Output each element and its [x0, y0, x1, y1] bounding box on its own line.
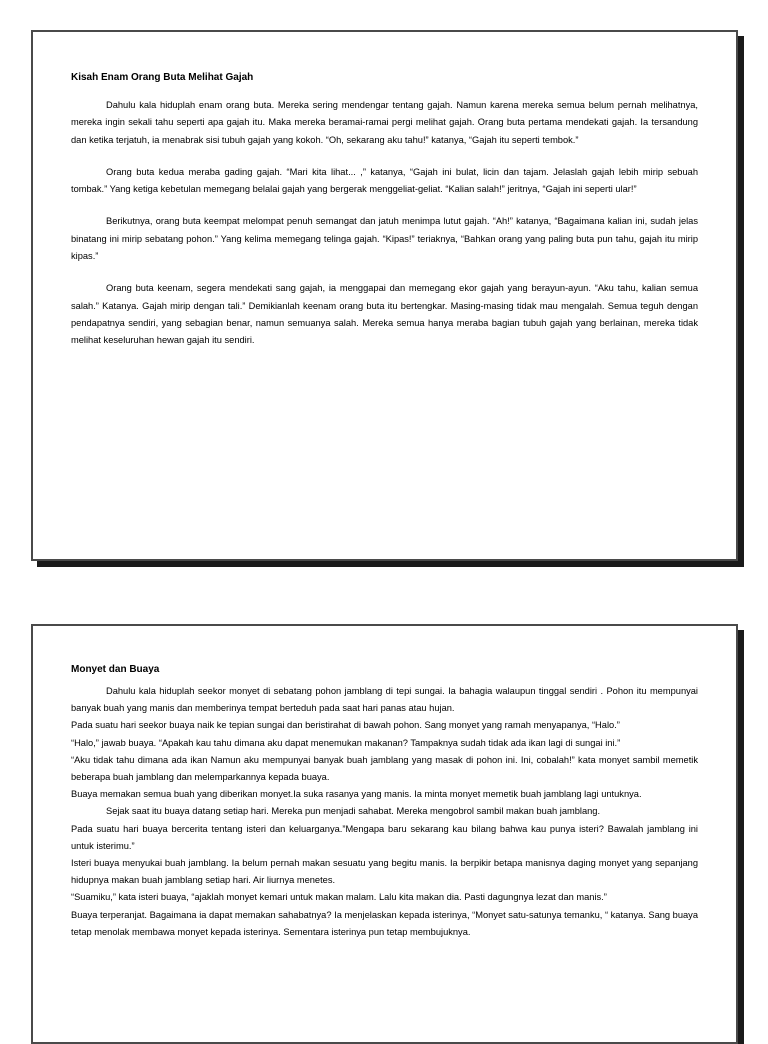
story-1-paragraph-4: Orang buta keenam, segera mendekati sang gajah, ia menggapai dan memegang ekor gajah yang berayun-ayun. “Aku tahu, kalian semua salah.” Katanya. Gajah mirip dengan tali.” Demikianlah keenam orang buta itu bertengkar. Masing-masing tidak mau mengalah. Semua teguh dengan pendapatnya sendiri, yang sebagian benar, namun semuanya salah. Mereka semua hanya meraba bagian tubuh gajah yang berlainan, mereka tidak melihat keseluruhan hewan gajah itu sendiri.	[71, 283, 698, 346]
story-1-title: Kisah Enam Orang Buta Melihat Gajah	[71, 72, 254, 83]
story-2-paragraph-7: Pada suatu hari buaya bercerita tentang isteri dan keluarganya.”Mengapa baru sekarang kau bilang bahwa kau punya isteri? Bawalah jamblang ini untuk isterimu.”	[71, 823, 698, 851]
story-2-content	[71, 662, 698, 941]
story-2-paragraph-10: Buaya terperanjat. Bagaimana ia dapat memakan sahabatnya? Ia menjelaskan kepada isterinya, “Monyet satu-satunya temanku, “ katanya. Sang buaya tetap menolak membawa monyet kepada isterinya. Sementara isterinya pun tetap membujuknya.	[71, 909, 698, 937]
story-page-1	[31, 30, 738, 561]
story-1-paragraph-1: Dahulu kala hiduplah enam orang buta. Mereka sering mendengar tentang gajah. Namun karena mereka semua belum pernah melihatnya, mereka ingin sekali tahu seperti apa gajah itu. Maka mereka beramai-ramai pergi melihat gajah. Orang buta pertama mendekati gajah. Ia tersandung dan ketika terjatuh, ia menabrak sisi tubuh gajah yang kokoh. “Oh, sekarang aku tahu!” katanya, “Gajah itu seperti tembok.”	[71, 100, 698, 145]
story-2-paragraph-8: Isteri buaya menyukai buah jamblang. Ia belum pernah makan sesuatu yang begitu manis. Ia berpikir betapa manisnya daging monyet yang sepanjang hidupnya makan buah jamblang setiap hari. Air liurnya menetes.	[71, 858, 698, 886]
story-2-title: Monyet dan Buaya	[71, 664, 160, 675]
story-2-paragraph-1: Dahulu kala hiduplah seekor monyet di sebatang pohon jamblang di tepi sungai. Ia bahagia walaupun tinggal sendiri . Pohon itu mempunyai banyak buah yang manis dan memberinya tempat berteduh pada saat hari panas atau hujan.	[71, 686, 698, 714]
story-page-2	[31, 624, 738, 1044]
story-1-content	[71, 70, 698, 365]
story-2-paragraph-2: Pada suatu hari seekor buaya naik ke tepian sungai dan beristirahat di bawah pohon. Sang monyet yang ramah menyapanya, “Halo.”	[71, 720, 620, 731]
story-1-paragraph-3: Berikutnya, orang buta keempat melompat penuh semangat dan jatuh menimpa lutut gajah. “Ah!” katanya, “Bagaimana kalian ini, sudah jelas binatang ini mirip sebatang pohon.” Yang kelima memegang telinga gajah. “Kipas!” teriaknya, “Bahkan orang yang paling buta pun tahu, gajah itu mirip kipas.”	[71, 216, 698, 262]
story-2-paragraph-6: Sejak saat itu buaya datang setiap hari. Mereka pun menjadi sahabat. Mereka mengobrol sambil makan buah jamblang.	[106, 806, 601, 817]
story-2-paragraph-9: “Suamiku,” kata isteri buaya, “ajaklah monyet kemari untuk makan malam. Lalu kita makan dia. Pasti dagungnya lezat dan manis.”	[71, 892, 607, 903]
story-2-paragraph-5: Buaya memakan semua buah yang diberikan monyet.Ia suka rasanya yang manis. Ia minta monyet memetik buah jamblang lagi untuknya.	[71, 789, 642, 800]
story-2-paragraph-3: “Halo,” jawab buaya. “Apakah kau tahu dimana aku dapat menemukan makanan? Tampaknya sudah tidak ada ikan lagi di sungai ini.”	[71, 737, 621, 748]
story-1-paragraph-2: Orang buta kedua meraba gading gajah. “Mari kita lihat... ,” katanya, “Gajah ini bulat, licin dan tajam. Jelaslah gajah lebih mirip sebuah tombak.” Yang ketiga kebetulan memegang belalai gajah yang bergerak menggeliat-geliat. “Kalian salah!” jeritnya, “Gajah ini seperti ular!”	[71, 166, 698, 195]
story-2-paragraph-4: “Aku tidak tahu dimana ada ikan Namun aku mempunyai banyak buah jamblang yang masak di pohon ini. Ini, cobalah!” kata monyet sambil memetik beberapa buah jamblang dan melemparkannya kepada buaya.	[71, 754, 698, 783]
